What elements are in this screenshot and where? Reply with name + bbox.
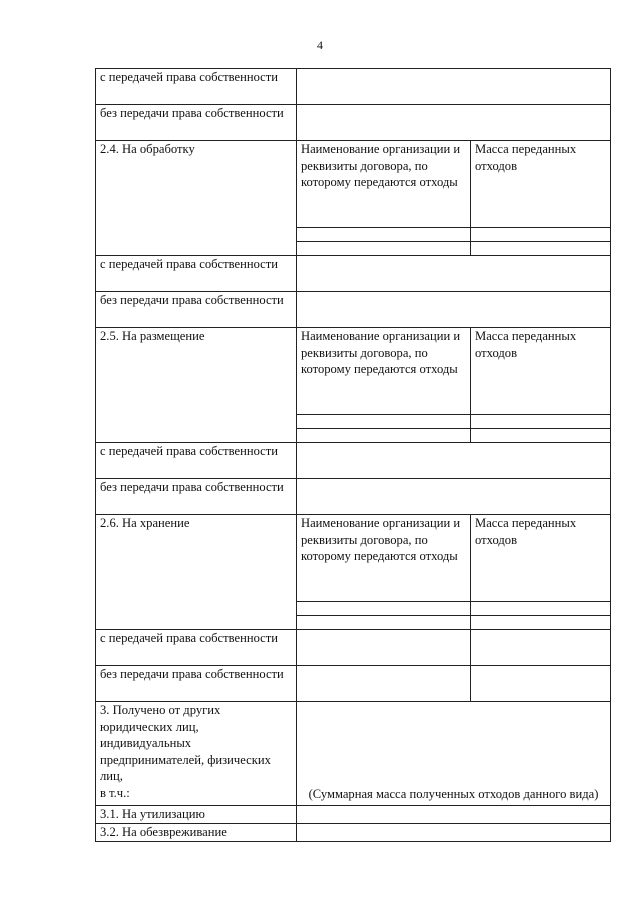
table-row: [96, 479, 611, 515]
row-label-with-transfer: с передачей права собственности: [96, 256, 297, 292]
table-cell: [297, 443, 611, 479]
row-label-without-transfer: без передачи права собственности: [96, 105, 297, 141]
row-label-without-transfer: без передачи права собственности: [96, 666, 297, 702]
table-row: [96, 666, 611, 702]
section-2-5-label: 2.5. На размещение: [96, 328, 297, 443]
row-label-without-transfer: без передачи права собственности: [96, 292, 297, 328]
table-cell: [297, 666, 471, 702]
table-cell: [297, 292, 611, 328]
row-label-with-transfer: с передачей права собственности: [96, 630, 297, 666]
table-row: [96, 105, 611, 141]
table-row: [96, 702, 611, 806]
table-row: [96, 256, 611, 292]
column-header-organization: Наименование организации и реквизиты договора, по которому передаются отходы: [297, 141, 471, 228]
table-cell: [471, 242, 611, 256]
waste-transfer-table: [95, 68, 611, 842]
section-3-2-label: 3.2. На обезвреживание: [96, 824, 297, 842]
section-3-label: 3. Получено от других юридических лиц, индивидуальных предпринимателей, физических лиц, в т.ч.:: [96, 702, 297, 806]
table-cell: [297, 69, 611, 105]
table-cell: [297, 824, 611, 842]
page-number: 4: [317, 38, 323, 52]
table-cell: [297, 616, 471, 630]
table-row: [96, 515, 611, 602]
table-row: [96, 292, 611, 328]
column-header-organization: Наименование организации и реквизиты договора, по которому передаются отходы: [297, 515, 471, 602]
table-cell: [471, 616, 611, 630]
table-cell: [297, 242, 471, 256]
section-2-6-label: 2.6. На хранение: [96, 515, 297, 630]
table-row: [96, 806, 611, 824]
table-cell: [471, 630, 611, 666]
column-header-mass: Масса переданных отходов: [471, 515, 611, 602]
table-cell: [471, 415, 611, 429]
table-cell: [297, 630, 471, 666]
table-cell: [297, 429, 471, 443]
table-cell: [297, 479, 611, 515]
table-cell: [471, 429, 611, 443]
column-header-mass: Масса переданных отходов: [471, 141, 611, 228]
table-row: [96, 443, 611, 479]
column-header-mass: Масса переданных отходов: [471, 328, 611, 415]
table-cell: [471, 228, 611, 242]
table-cell: [471, 602, 611, 616]
table-row: [96, 824, 611, 842]
table-row: [96, 328, 611, 415]
table-cell: [297, 806, 611, 824]
column-header-organization: Наименование организации и реквизиты договора, по которому передаются отходы: [297, 328, 471, 415]
table-cell: [297, 415, 471, 429]
row-label-with-transfer: с передачей права собственности: [96, 443, 297, 479]
table-cell: [297, 602, 471, 616]
row-label-without-transfer: без передачи права собственности: [96, 479, 297, 515]
row-label-with-transfer: с передачей права собственности: [96, 69, 297, 105]
table-row: [96, 69, 611, 105]
section-3-total-mass: (Суммарная масса полученных отходов данного вида): [297, 702, 611, 806]
table-cell: [471, 666, 611, 702]
table-row: [96, 141, 611, 228]
table-cell: [297, 256, 611, 292]
table-cell: [297, 105, 611, 141]
table-row: [96, 630, 611, 666]
section-2-4-label: 2.4. На обработку: [96, 141, 297, 256]
table-cell: [297, 228, 471, 242]
section-3-1-label: 3.1. На утилизацию: [96, 806, 297, 824]
